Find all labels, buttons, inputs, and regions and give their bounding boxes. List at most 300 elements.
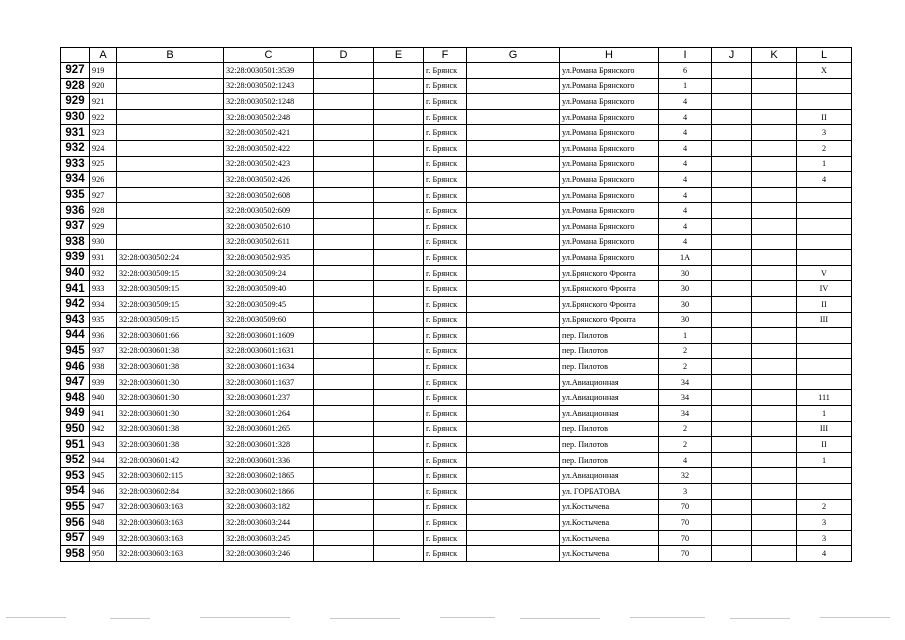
table-row (61, 78, 852, 94)
cell-k (752, 94, 797, 110)
cell-e (374, 374, 424, 390)
cell-e (374, 172, 424, 188)
cell-a: 930 (90, 234, 117, 250)
column-header-i: I (659, 48, 712, 63)
cell-l: 1 (797, 452, 852, 468)
cell-i: 30 (659, 296, 712, 312)
cell-d (314, 515, 374, 531)
cell-i: 1А (659, 250, 712, 266)
cell-f: г. Брянск (424, 203, 467, 219)
cell-j (712, 203, 752, 219)
cell-k (752, 390, 797, 406)
cell-d (314, 94, 374, 110)
cell-l: 4 (797, 172, 852, 188)
cell-f: г. Брянск (424, 94, 467, 110)
cell-d (314, 530, 374, 546)
cell-l: X (797, 63, 852, 79)
cell-h: ул.Авиационная (560, 468, 659, 484)
table-row (61, 343, 852, 359)
cell-b (117, 125, 224, 141)
cell-g (467, 530, 560, 546)
table-body (61, 63, 852, 562)
cell-d (314, 125, 374, 141)
cell-b: 32:28:0030601:30 (117, 374, 224, 390)
table-row (61, 63, 852, 79)
cell-k (752, 343, 797, 359)
cell-k (752, 421, 797, 437)
cell-c: 32:28:0030603:182 (224, 499, 314, 515)
cell-e (374, 437, 424, 453)
cell-e (374, 468, 424, 484)
cell-d (314, 63, 374, 79)
cell-e (374, 140, 424, 156)
cell-h: ул.Костычева (560, 530, 659, 546)
table-row (61, 234, 852, 250)
cell-i: 4 (659, 109, 712, 125)
cell-f: г. Брянск (424, 63, 467, 79)
cell-j (712, 499, 752, 515)
cell-b (117, 63, 224, 79)
cell-e (374, 265, 424, 281)
row-number: 941 (61, 281, 90, 297)
cell-i: 2 (659, 359, 712, 375)
cell-g (467, 374, 560, 390)
table-row (61, 374, 852, 390)
cell-i: 6 (659, 63, 712, 79)
cell-e (374, 312, 424, 328)
corner-cell (61, 48, 90, 63)
table-row (61, 296, 852, 312)
cell-f: г. Брянск (424, 78, 467, 94)
cell-e (374, 499, 424, 515)
cell-g (467, 140, 560, 156)
column-header-a: A (90, 48, 117, 63)
cell-c: 32:28:0030502:423 (224, 156, 314, 172)
cell-i: 34 (659, 406, 712, 422)
cell-d (314, 484, 374, 500)
row-number: 945 (61, 343, 90, 359)
table-row (61, 140, 852, 156)
cell-b: 32:28:0030603:163 (117, 499, 224, 515)
cell-g (467, 234, 560, 250)
cell-a: 921 (90, 94, 117, 110)
cell-j (712, 312, 752, 328)
cell-c: 32:28:0030502:610 (224, 218, 314, 234)
cell-h: ул.Авиационная (560, 390, 659, 406)
cell-g (467, 78, 560, 94)
cell-g (467, 172, 560, 188)
cell-f: г. Брянск (424, 312, 467, 328)
cell-a: 920 (90, 78, 117, 94)
cell-h: ул.Романа Брянского (560, 218, 659, 234)
cell-a: 947 (90, 499, 117, 515)
cell-l: II (797, 437, 852, 453)
column-header-b: B (117, 48, 224, 63)
cell-i: 2 (659, 437, 712, 453)
cell-b: 32:28:0030509:15 (117, 312, 224, 328)
table-row (61, 172, 852, 188)
cell-d (314, 421, 374, 437)
cell-d (314, 374, 374, 390)
cell-i: 30 (659, 265, 712, 281)
cell-j (712, 468, 752, 484)
cell-h: пер. Пилотов (560, 421, 659, 437)
cell-a: 922 (90, 109, 117, 125)
cell-i: 4 (659, 452, 712, 468)
cell-i: 1 (659, 78, 712, 94)
cell-j (712, 172, 752, 188)
cell-b (117, 78, 224, 94)
cell-l: 2 (797, 140, 852, 156)
cell-l (797, 187, 852, 203)
cell-j (712, 390, 752, 406)
cell-l (797, 203, 852, 219)
cell-c: 32:28:0030502:1248 (224, 94, 314, 110)
cell-l: 1 (797, 156, 852, 172)
cell-g (467, 468, 560, 484)
cell-c: 32:28:0030509:45 (224, 296, 314, 312)
cell-g (467, 437, 560, 453)
table-row (61, 499, 852, 515)
cell-f: г. Брянск (424, 281, 467, 297)
cell-c: 32:28:0030601:1631 (224, 343, 314, 359)
table-row (61, 515, 852, 531)
cell-h: ул.Романа Брянского (560, 140, 659, 156)
cell-b: 32:28:0030602:115 (117, 468, 224, 484)
cell-d (314, 234, 374, 250)
cell-g (467, 187, 560, 203)
row-number: 929 (61, 94, 90, 110)
cell-k (752, 281, 797, 297)
cell-k (752, 296, 797, 312)
cell-h: ул.Брянского Фронта (560, 281, 659, 297)
cell-j (712, 125, 752, 141)
cell-l (797, 359, 852, 375)
cell-j (712, 437, 752, 453)
cell-d (314, 468, 374, 484)
row-number: 928 (61, 78, 90, 94)
cell-e (374, 109, 424, 125)
row-number: 943 (61, 312, 90, 328)
cell-b: 32:28:0030509:15 (117, 281, 224, 297)
cell-l: 1 (797, 406, 852, 422)
cell-f: г. Брянск (424, 187, 467, 203)
cell-g (467, 218, 560, 234)
cell-f: г. Брянск (424, 218, 467, 234)
cell-i: 4 (659, 218, 712, 234)
cell-l: 3 (797, 125, 852, 141)
cell-c: 32:28:0030509:40 (224, 281, 314, 297)
cell-a: 941 (90, 406, 117, 422)
cell-k (752, 546, 797, 562)
cell-g (467, 421, 560, 437)
cell-b: 32:28:0030509:15 (117, 265, 224, 281)
cell-k (752, 468, 797, 484)
row-number: 937 (61, 218, 90, 234)
column-header-e: E (374, 48, 424, 63)
cell-a: 937 (90, 343, 117, 359)
cell-i: 70 (659, 515, 712, 531)
cell-f: г. Брянск (424, 359, 467, 375)
cell-l (797, 218, 852, 234)
cell-i: 34 (659, 374, 712, 390)
cell-c: 32:28:0030502:1243 (224, 78, 314, 94)
table-row (61, 187, 852, 203)
cell-j (712, 296, 752, 312)
cell-h: ул.Романа Брянского (560, 172, 659, 188)
cell-j (712, 281, 752, 297)
row-number: 939 (61, 250, 90, 266)
cell-b: 32:28:0030601:66 (117, 328, 224, 344)
cell-j (712, 421, 752, 437)
cell-b (117, 187, 224, 203)
cell-f: г. Брянск (424, 421, 467, 437)
cell-g (467, 281, 560, 297)
cell-d (314, 281, 374, 297)
table-row (61, 109, 852, 125)
cell-e (374, 156, 424, 172)
cell-j (712, 343, 752, 359)
cell-j (712, 94, 752, 110)
cell-d (314, 390, 374, 406)
table-row (61, 468, 852, 484)
cell-k (752, 265, 797, 281)
cell-a: 940 (90, 390, 117, 406)
cell-f: г. Брянск (424, 546, 467, 562)
cell-l (797, 234, 852, 250)
row-number: 927 (61, 63, 90, 79)
cell-f: г. Брянск (424, 390, 467, 406)
cell-j (712, 63, 752, 79)
cell-j (712, 156, 752, 172)
table-row (61, 94, 852, 110)
cell-e (374, 421, 424, 437)
cell-h: ул.Авиационная (560, 406, 659, 422)
cell-h: ул.Брянского Фронта (560, 296, 659, 312)
cell-d (314, 218, 374, 234)
cell-h: ул.Костычева (560, 515, 659, 531)
cell-e (374, 343, 424, 359)
cell-c: 32:28:0030603:244 (224, 515, 314, 531)
row-number: 952 (61, 452, 90, 468)
cell-a: 929 (90, 218, 117, 234)
cell-j (712, 515, 752, 531)
cell-i: 4 (659, 156, 712, 172)
cell-e (374, 530, 424, 546)
cell-c: 32:28:0030601:264 (224, 406, 314, 422)
cell-h: ул.Романа Брянского (560, 78, 659, 94)
cell-d (314, 187, 374, 203)
cell-c: 32:28:0030501:3539 (224, 63, 314, 79)
cell-a: 949 (90, 530, 117, 546)
cell-h: ул.Романа Брянского (560, 94, 659, 110)
row-number: 934 (61, 172, 90, 188)
cell-h: пер. Пилотов (560, 452, 659, 468)
cell-k (752, 218, 797, 234)
cell-b (117, 218, 224, 234)
cell-i: 4 (659, 234, 712, 250)
cell-b: 32:28:0030601:38 (117, 343, 224, 359)
cell-f: г. Брянск (424, 109, 467, 125)
cell-c: 32:28:0030603:246 (224, 546, 314, 562)
cell-e (374, 218, 424, 234)
column-header-j: J (712, 48, 752, 63)
cell-j (712, 530, 752, 546)
cell-a: 932 (90, 265, 117, 281)
cell-a: 925 (90, 156, 117, 172)
cell-a: 944 (90, 452, 117, 468)
table-row (61, 250, 852, 266)
table-row (61, 437, 852, 453)
cell-c: 32:28:0030502:608 (224, 187, 314, 203)
cell-l (797, 250, 852, 266)
cell-k (752, 172, 797, 188)
cell-b (117, 140, 224, 156)
cell-e (374, 359, 424, 375)
cell-l: 111 (797, 390, 852, 406)
row-number: 955 (61, 499, 90, 515)
cell-b: 32:28:0030601:38 (117, 421, 224, 437)
cell-i: 4 (659, 187, 712, 203)
cell-a: 935 (90, 312, 117, 328)
cell-h: пер. Пилотов (560, 328, 659, 344)
cell-c: 32:28:0030603:245 (224, 530, 314, 546)
cell-i: 30 (659, 281, 712, 297)
cell-l (797, 484, 852, 500)
cell-i: 3 (659, 484, 712, 500)
cell-a: 938 (90, 359, 117, 375)
cell-j (712, 140, 752, 156)
cell-a: 923 (90, 125, 117, 141)
cell-h: пер. Пилотов (560, 359, 659, 375)
table-row (61, 156, 852, 172)
cell-c: 32:28:0030601:265 (224, 421, 314, 437)
cell-d (314, 452, 374, 468)
cell-c: 32:28:0030502:611 (224, 234, 314, 250)
cell-g (467, 546, 560, 562)
cell-j (712, 78, 752, 94)
table-row (61, 484, 852, 500)
cell-f: г. Брянск (424, 468, 467, 484)
cell-k (752, 515, 797, 531)
column-header-h: H (560, 48, 659, 63)
cell-j (712, 109, 752, 125)
cell-k (752, 140, 797, 156)
row-number: 956 (61, 515, 90, 531)
cell-g (467, 452, 560, 468)
cell-b: 32:28:0030602:84 (117, 484, 224, 500)
cell-f: г. Брянск (424, 437, 467, 453)
cell-d (314, 437, 374, 453)
cell-g (467, 312, 560, 328)
cell-i: 2 (659, 421, 712, 437)
row-number: 949 (61, 406, 90, 422)
cell-h: ул.Романа Брянского (560, 63, 659, 79)
cell-d (314, 343, 374, 359)
cell-i: 4 (659, 203, 712, 219)
cell-e (374, 452, 424, 468)
cell-j (712, 234, 752, 250)
cell-b: 32:28:0030603:163 (117, 546, 224, 562)
cell-a: 928 (90, 203, 117, 219)
table-row (61, 281, 852, 297)
cell-c: 32:28:0030601:1634 (224, 359, 314, 375)
cell-h: пер. Пилотов (560, 343, 659, 359)
cell-j (712, 359, 752, 375)
cell-j (712, 374, 752, 390)
cell-e (374, 250, 424, 266)
cell-i: 4 (659, 94, 712, 110)
row-number: 947 (61, 374, 90, 390)
row-number: 958 (61, 546, 90, 562)
row-number: 954 (61, 484, 90, 500)
row-number: 938 (61, 234, 90, 250)
cell-h: ул.Костычева (560, 499, 659, 515)
cell-k (752, 203, 797, 219)
cell-k (752, 312, 797, 328)
row-number: 942 (61, 296, 90, 312)
cell-c: 32:28:0030502:248 (224, 109, 314, 125)
cell-g (467, 484, 560, 500)
cell-h: ул.Брянского Фронта (560, 265, 659, 281)
cell-j (712, 452, 752, 468)
cell-k (752, 328, 797, 344)
cell-j (712, 218, 752, 234)
cell-i: 70 (659, 530, 712, 546)
cell-d (314, 250, 374, 266)
cell-f: г. Брянск (424, 125, 467, 141)
cell-a: 924 (90, 140, 117, 156)
cell-i: 4 (659, 140, 712, 156)
cell-g (467, 94, 560, 110)
cell-a: 931 (90, 250, 117, 266)
cell-k (752, 374, 797, 390)
cell-b (117, 234, 224, 250)
cell-i: 70 (659, 546, 712, 562)
cell-b: 32:28:0030601:38 (117, 359, 224, 375)
cell-c: 32:28:0030601:1609 (224, 328, 314, 344)
row-number: 933 (61, 156, 90, 172)
cell-d (314, 109, 374, 125)
row-number: 953 (61, 468, 90, 484)
row-number: 930 (61, 109, 90, 125)
cell-c: 32:28:0030602:1865 (224, 468, 314, 484)
cell-k (752, 484, 797, 500)
table-row (61, 421, 852, 437)
cell-e (374, 281, 424, 297)
cell-f: г. Брянск (424, 515, 467, 531)
cell-e (374, 515, 424, 531)
cell-g (467, 499, 560, 515)
column-header-l: L (797, 48, 852, 63)
cell-h: ул.Авиационная (560, 374, 659, 390)
cell-i: 70 (659, 499, 712, 515)
cell-a: 933 (90, 281, 117, 297)
cell-g (467, 406, 560, 422)
cell-f: г. Брянск (424, 484, 467, 500)
cell-k (752, 250, 797, 266)
cell-k (752, 125, 797, 141)
scan-noise-strip (0, 612, 905, 624)
cell-a: 950 (90, 546, 117, 562)
column-header-k: K (752, 48, 797, 63)
cell-c: 32:28:0030502:422 (224, 140, 314, 156)
cell-i: 4 (659, 172, 712, 188)
cell-k (752, 234, 797, 250)
row-number: 932 (61, 140, 90, 156)
cell-k (752, 63, 797, 79)
cell-b: 32:28:0030601:30 (117, 406, 224, 422)
